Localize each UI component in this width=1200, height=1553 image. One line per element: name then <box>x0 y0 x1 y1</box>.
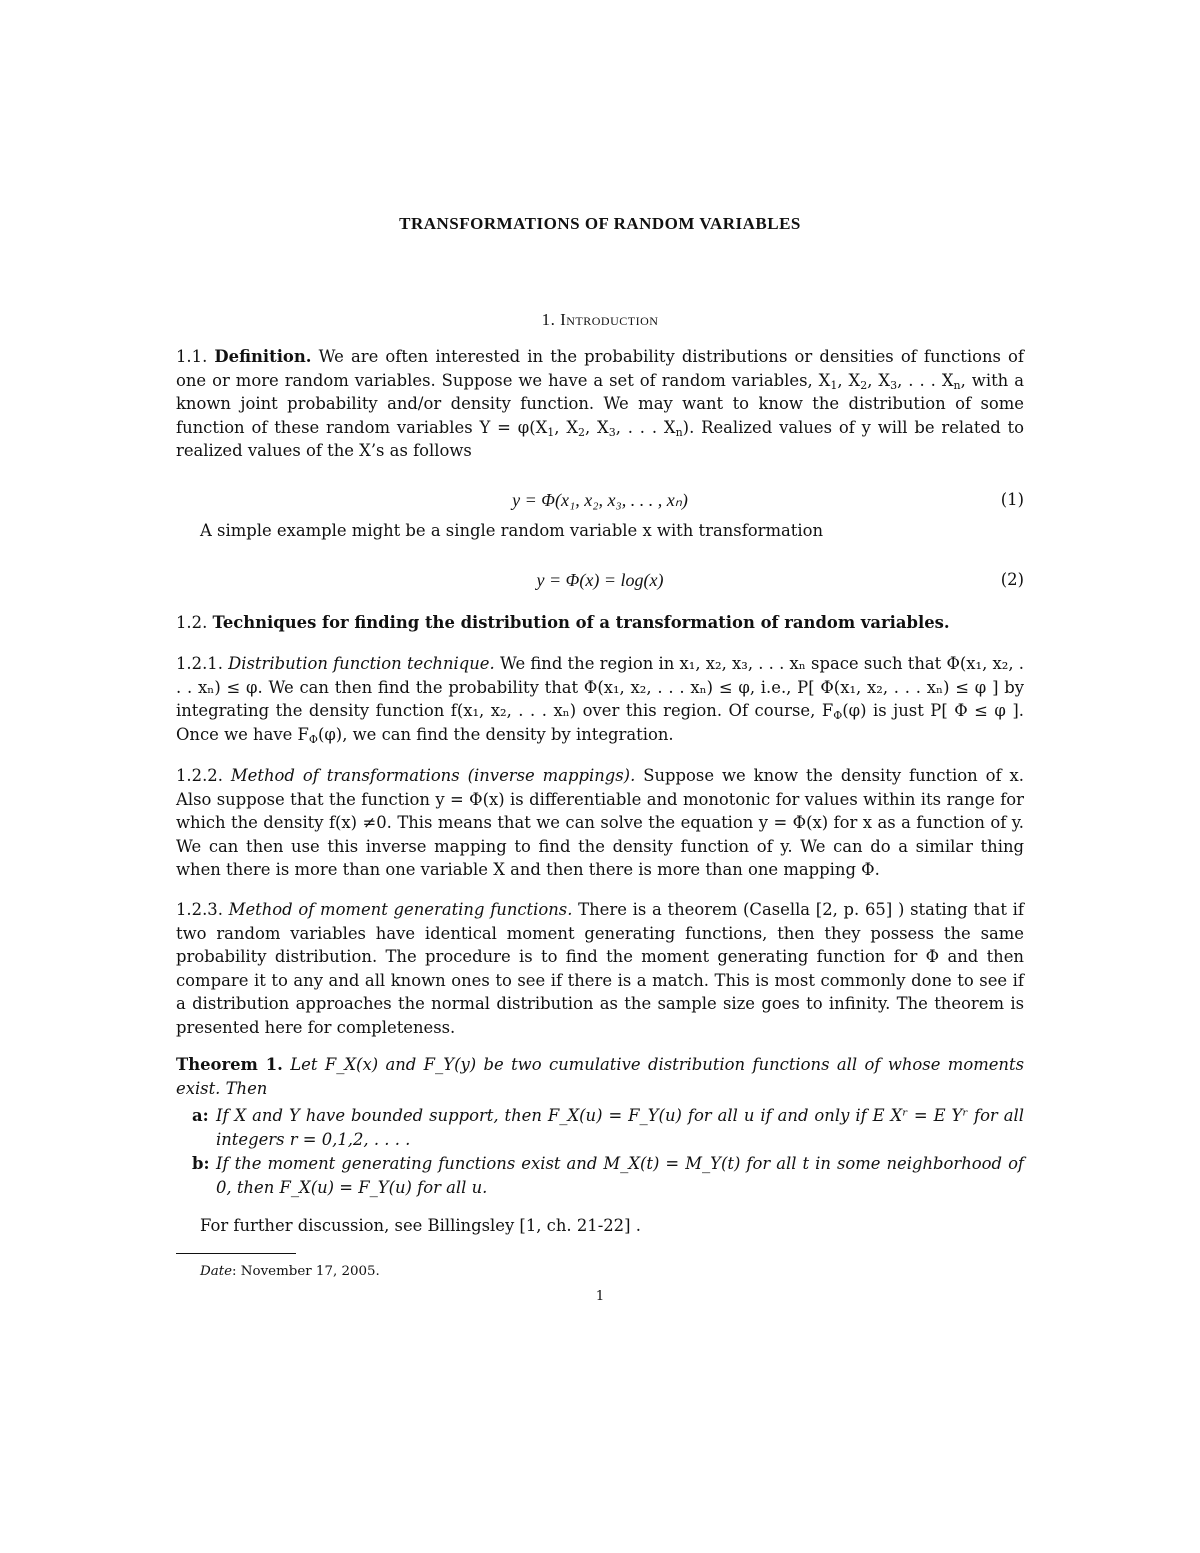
paragraph-number: 1.2. <box>176 613 208 632</box>
paragraph-heading: Definition. <box>214 347 312 366</box>
paragraph-mgf <box>176 898 1024 1040</box>
paragraph-text: a known joint probability and/or density function. We may want to know the distribution of some <box>176 370 1024 414</box>
theorem <box>176 1053 1024 1100</box>
equation-label: (1) <box>1000 490 1024 509</box>
paragraph-further: For further discussion, see Billingsley [1, ch. 21-22] . <box>200 1216 641 1235</box>
subscript: Φ <box>833 709 843 723</box>
item-tag: a: <box>192 1106 209 1125</box>
paragraph-text: , with <box>960 370 1009 390</box>
theorem-heading: Theorem 1. <box>176 1055 283 1074</box>
item-text: If the moment generating functions exist and M_X(t) = M_Y(t) for all t in some neighborhood of 0, then F_X(u) = F_Y(u) for all u. <box>216 1154 1024 1197</box>
equation-1 <box>176 490 1024 514</box>
page-number: 1 <box>595 1289 605 1304</box>
equation-body: y = Φ(x₁, x₂, x₃, . . . , xₙ) <box>512 490 688 510</box>
paragraph-text: We find the region in x₁, x₂, x₃, . . . xₙ space such that Φ(x₁, x₂, . . . xₙ) ≤ φ. We can then find the probability that Φ(x₁, x₂, . . . xₙ) ≤ φ, i.e., P[ Φ(x₁, x₂, . . . xₙ) ≤ φ ] by integrating the density function f(x₁, x₂, . . . xₙ) over this region. Of course, F <box>176 654 1024 721</box>
paragraph-text: (φ) is just P[ Φ ≤ φ ]. Once we have F <box>176 701 1024 744</box>
paragraph-text: Suppose we know the density function of x. Also suppose that the function y = Φ(x) is differentiable and monotonic for values within its range for which the density f(x) ≠0. This means that we can solve the equation y = Φ(x) for x as a function of y. We can then use this inverse mapping to find the density function of y. We can do a similar thing when there is more than one variable X and then there is more than one mapping Φ. <box>176 766 1024 880</box>
paragraph-text: ). Realized values of y will be related to <box>682 417 1024 437</box>
paragraph-text: function of these random variables Y = φ(X <box>176 417 548 437</box>
paragraph-heading: Method of moment generating functions. <box>228 900 573 919</box>
paragraph-text: realized values of the X’s as follows <box>176 441 472 461</box>
paper-title: TRANSFORMATIONS OF RANDOM VARIABLES <box>399 214 801 233</box>
paragraph-number: 1.2.2. <box>176 766 223 785</box>
paragraph-text: one or more random variables. Suppose we have a set of random variables, X <box>176 370 831 390</box>
paragraph-text: There is a theorem (Casella [2, p. 65] ) stating that if two random variables have identical moment generating functions, then they possess the same probability distribution. The procedure is to find the moment generating function for Φ and then compare it to any and all known ones to see if there is a match. This is most commonly done to see if a distribution approaches the normal distribution as the sample size goes to infinity. The theorem is presented here for completeness. <box>176 900 1024 1037</box>
section-heading: 1. Introduction <box>541 310 659 329</box>
paragraph-definition: 1.1. Definition. We are often interested in the probability distributions or densities of functions of one or more random variables. Suppose we have a set of random variables, $X_1$, $X_2$, $X_3$, . . . $X_n$, with a known joint probability and/or density function. We may want to know the distribution of some function of these random variables $Y = \varphi(X_1$, $X_2$, $X_3$, . . . $X_n$). Realized values of y will be related to realized values of the X’s as follows <box>176 347 1024 461</box>
paragraph-example: A simple example might be a single random variable x with transformation <box>200 521 824 540</box>
paragraph-transformations <box>176 764 1024 882</box>
paragraph-distribution-function <box>176 652 1024 746</box>
paragraph-text: We are often interested in the probability distributions or densities of functions of <box>318 347 1024 366</box>
paragraph-text: (φ), we can find the density by integration. <box>317 724 674 744</box>
equation-2 <box>176 570 1024 594</box>
footnote <box>200 1264 380 1279</box>
paragraph-number: 1.1. <box>176 347 208 366</box>
footnote-rule <box>176 1253 296 1254</box>
subscript: Φ <box>308 732 318 746</box>
theorem-item-b <box>192 1152 1024 1199</box>
footnote-value: : November 17, 2005. <box>232 1264 380 1279</box>
item-tag: b: <box>192 1154 210 1173</box>
theorem-item-a <box>192 1104 1024 1151</box>
paragraph-heading: Techniques for finding the distribution of a transformation of random variables. <box>212 613 950 632</box>
footnote-label: Date <box>200 1264 233 1279</box>
equation-body: y = Φ(x) = log(x) <box>536 570 664 590</box>
paragraph-number: 1.2.3. <box>176 900 223 919</box>
paragraph-number: 1.2.1. <box>176 654 223 673</box>
theorem-text: Let F_X(x) and F_Y(y) be two cumulative distribution functions all of whose moments exist. Then <box>176 1055 1024 1098</box>
paragraph-heading: Method of transformations (inverse mappings). <box>230 766 636 785</box>
item-text: If X and Y have bounded support, then F_X(u) = F_Y(u) for all u if and only if E Xʳ = E Yʳ for all integers r = 0,1,2, . . . . <box>216 1106 1024 1149</box>
equation-label: (2) <box>1000 570 1024 589</box>
paragraph-techniques <box>176 611 1024 635</box>
paragraph-heading: Distribution function technique. <box>228 654 495 673</box>
